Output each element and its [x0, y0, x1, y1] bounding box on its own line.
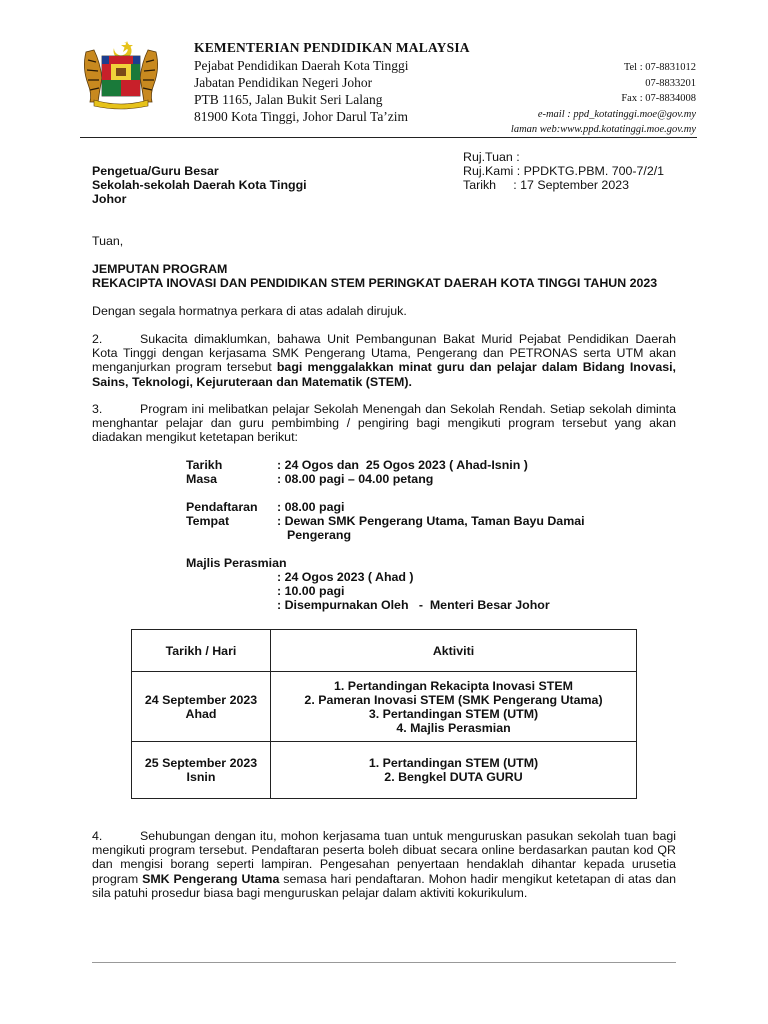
paragraph-4-text-2: semasa hari pendaftaran. Mohon hadir mengikut ketetapan di atas dan sila patuhi prosedur biasa bagi menguruskan pelajar dalam aktiviti kokurikulum. — [92, 871, 676, 900]
paragraph-2-bold: bagi menggalakkan minat guru dan pelajar dalam Bidang Inovasi, Sains, Teknologi, Kejuruteraan dan Matematik (STEM). — [92, 360, 676, 389]
contact-tel2: 07-8833201 — [645, 77, 696, 89]
row-1-activity-1: 1. Pertandingan Rekacipta Inovasi STEM — [334, 678, 573, 693]
table-header-activity: Aktiviti — [271, 630, 637, 672]
detail-majlis-date: : 24 Ogos 2023 ( Ahad ) — [277, 570, 414, 584]
subject-line-1: JEMPUTAN PROGRAM — [92, 262, 228, 276]
ministry-title: KEMENTERIAN PENDIDIKAN MALAYSIA — [194, 40, 470, 55]
paragraph-2-text: Sukacita dimaklumkan, bahawa Unit Pembangunan Bakat Murid Pejabat Pendidikan Daerah Kota Tinggi dengan kerjasama SMK Pengerang Utama, Pengerang dan PETRONAS serta UTM akan menganjurkan program tersebut — [92, 332, 676, 375]
address-line-3: PTB 1165, Jalan Bukit Seri Lalang — [194, 92, 383, 107]
contact-website: laman web:www.ppd.kotatinggi.moe.gov.my — [510, 124, 696, 135]
detail-majlis-by: : Disempurnakan Oleh - Menteri Besar Johor — [277, 598, 550, 612]
coat-of-arms-icon — [80, 38, 162, 110]
activity-table — [131, 629, 637, 799]
recipient-line-3: Johor — [92, 192, 127, 206]
paragraph-3-number: 3. — [92, 402, 103, 416]
detail-tarikh-value: : 24 Ogos dan 25 Ogos 2023 ( Ahad-Isnin ) — [277, 458, 528, 472]
table-row — [132, 742, 637, 799]
row-2-activity-1: 1. Pertandingan STEM (UTM) — [368, 756, 539, 770]
contact-tel: Tel : 07-8831012 — [623, 62, 696, 73]
subject-line-2: REKACIPTA INOVASI DAN PENDIDIKAN STEM PERINGKAT DAERAH KOTA TINGGI TAHUN 2023 — [92, 276, 658, 290]
paragraph-4-number: 4. — [92, 829, 103, 843]
table-cell-date — [132, 742, 271, 799]
row-1-activity-3: 3. Pertandingan STEM (UTM) — [368, 706, 539, 721]
paragraph-4-bold: SMK Pengerang Utama — [142, 871, 280, 886]
salutation: Tuan, — [92, 234, 124, 248]
row-1-activity-2: 2. Pameran Inovasi STEM (SMK Pengerang Utama) — [304, 692, 603, 707]
table-header-date: Tarikh / Hari — [132, 630, 271, 672]
opening-sentence: Dengan segala hormatnya perkara di atas adalah dirujuk. — [92, 304, 407, 318]
detail-tempat-label: Tempat — [186, 514, 230, 528]
row-1-day: Ahad — [185, 706, 217, 721]
recipient-line-1: Pengetua/Guru Besar — [92, 164, 219, 178]
contact-email: e-mail : ppd_kotatinggi.moe@gov.my — [537, 108, 696, 120]
detail-masa-value: : 08.00 pagi – 04.00 petang — [277, 472, 434, 486]
ref-ruj-kami: Ruj.Kami : PPDKTG.PBM. 700-7/2/1 — [463, 164, 665, 178]
row-2-activity-2: 2. Bengkel DUTA GURU — [384, 770, 523, 784]
paragraph-2-number: 2. — [92, 332, 103, 346]
table-cell-activities — [271, 742, 637, 799]
detail-pendaftaran-value: : 08.00 pagi — [277, 500, 345, 514]
table-row — [132, 672, 637, 742]
recipient-line-2: Sekolah-sekolah Daerah Kota Tinggi — [92, 178, 307, 192]
detail-masa-label: Masa — [186, 472, 217, 486]
paragraph-3 — [92, 402, 676, 445]
paragraph-2 — [92, 332, 676, 389]
detail-tempat-value-2: Pengerang — [287, 528, 352, 542]
ref-tarikh: Tarikh : 17 September 2023 — [463, 178, 629, 192]
footer-divider — [92, 962, 676, 963]
paragraph-4 — [92, 829, 676, 900]
detail-majlis-label: Majlis Perasmian — [186, 556, 287, 570]
table-cell-activities — [271, 672, 637, 742]
detail-majlis-time: : 10.00 pagi — [277, 584, 345, 598]
header-divider — [80, 137, 697, 138]
table-cell-date — [132, 672, 271, 742]
row-1-date: 24 September 2023 — [144, 692, 258, 707]
detail-pendaftaran-label: Pendaftaran — [186, 500, 258, 514]
paragraph-3-text: Program ini melibatkan pelajar Sekolah Menengah dan Sekolah Rendah. Setiap sekolah diminta menghantar pelajar dan guru pembimbing / pengiring bagi mengikuti program tersebut yang akan diadakan mengikut ketetapan berikut: — [92, 402, 676, 445]
contact-fax: Fax : 07-8834008 — [621, 93, 696, 104]
row-1-activity-4: 4. Majlis Perasmian — [396, 720, 511, 735]
address-line-4: 81900 Kota Tinggi, Johor Darul Ta’zim — [194, 109, 409, 124]
row-2-date: 25 September 2023 — [144, 756, 258, 770]
detail-tarikh-label: Tarikh — [186, 458, 223, 472]
address-line-1: Pejabat Pendidikan Daerah Kota Tinggi — [194, 58, 409, 73]
contact-block — [511, 60, 696, 138]
ref-ruj-tuan: Ruj.Tuan : — [463, 150, 520, 164]
table-header-row — [132, 630, 637, 672]
detail-tempat-value: : Dewan SMK Pengerang Utama, Taman Bayu Damai — [277, 514, 585, 528]
row-2-day: Isnin — [186, 770, 216, 784]
paragraph-4-text-1: Sehubungan dengan itu, mohon kerjasama tuan untuk menguruskan pasukan sekolah tuan bagi mengikuti program tersebut. Pendaftaran peserta boleh dibuat secara online berdasarkan pautan kod QR dan mengisi borang seperti lampiran. Pengesahan penyertaan hendaklah dihantar kepada urusetia program — [92, 829, 676, 886]
address-line-2: Jabatan Pendidikan Negeri Johor — [194, 75, 373, 90]
